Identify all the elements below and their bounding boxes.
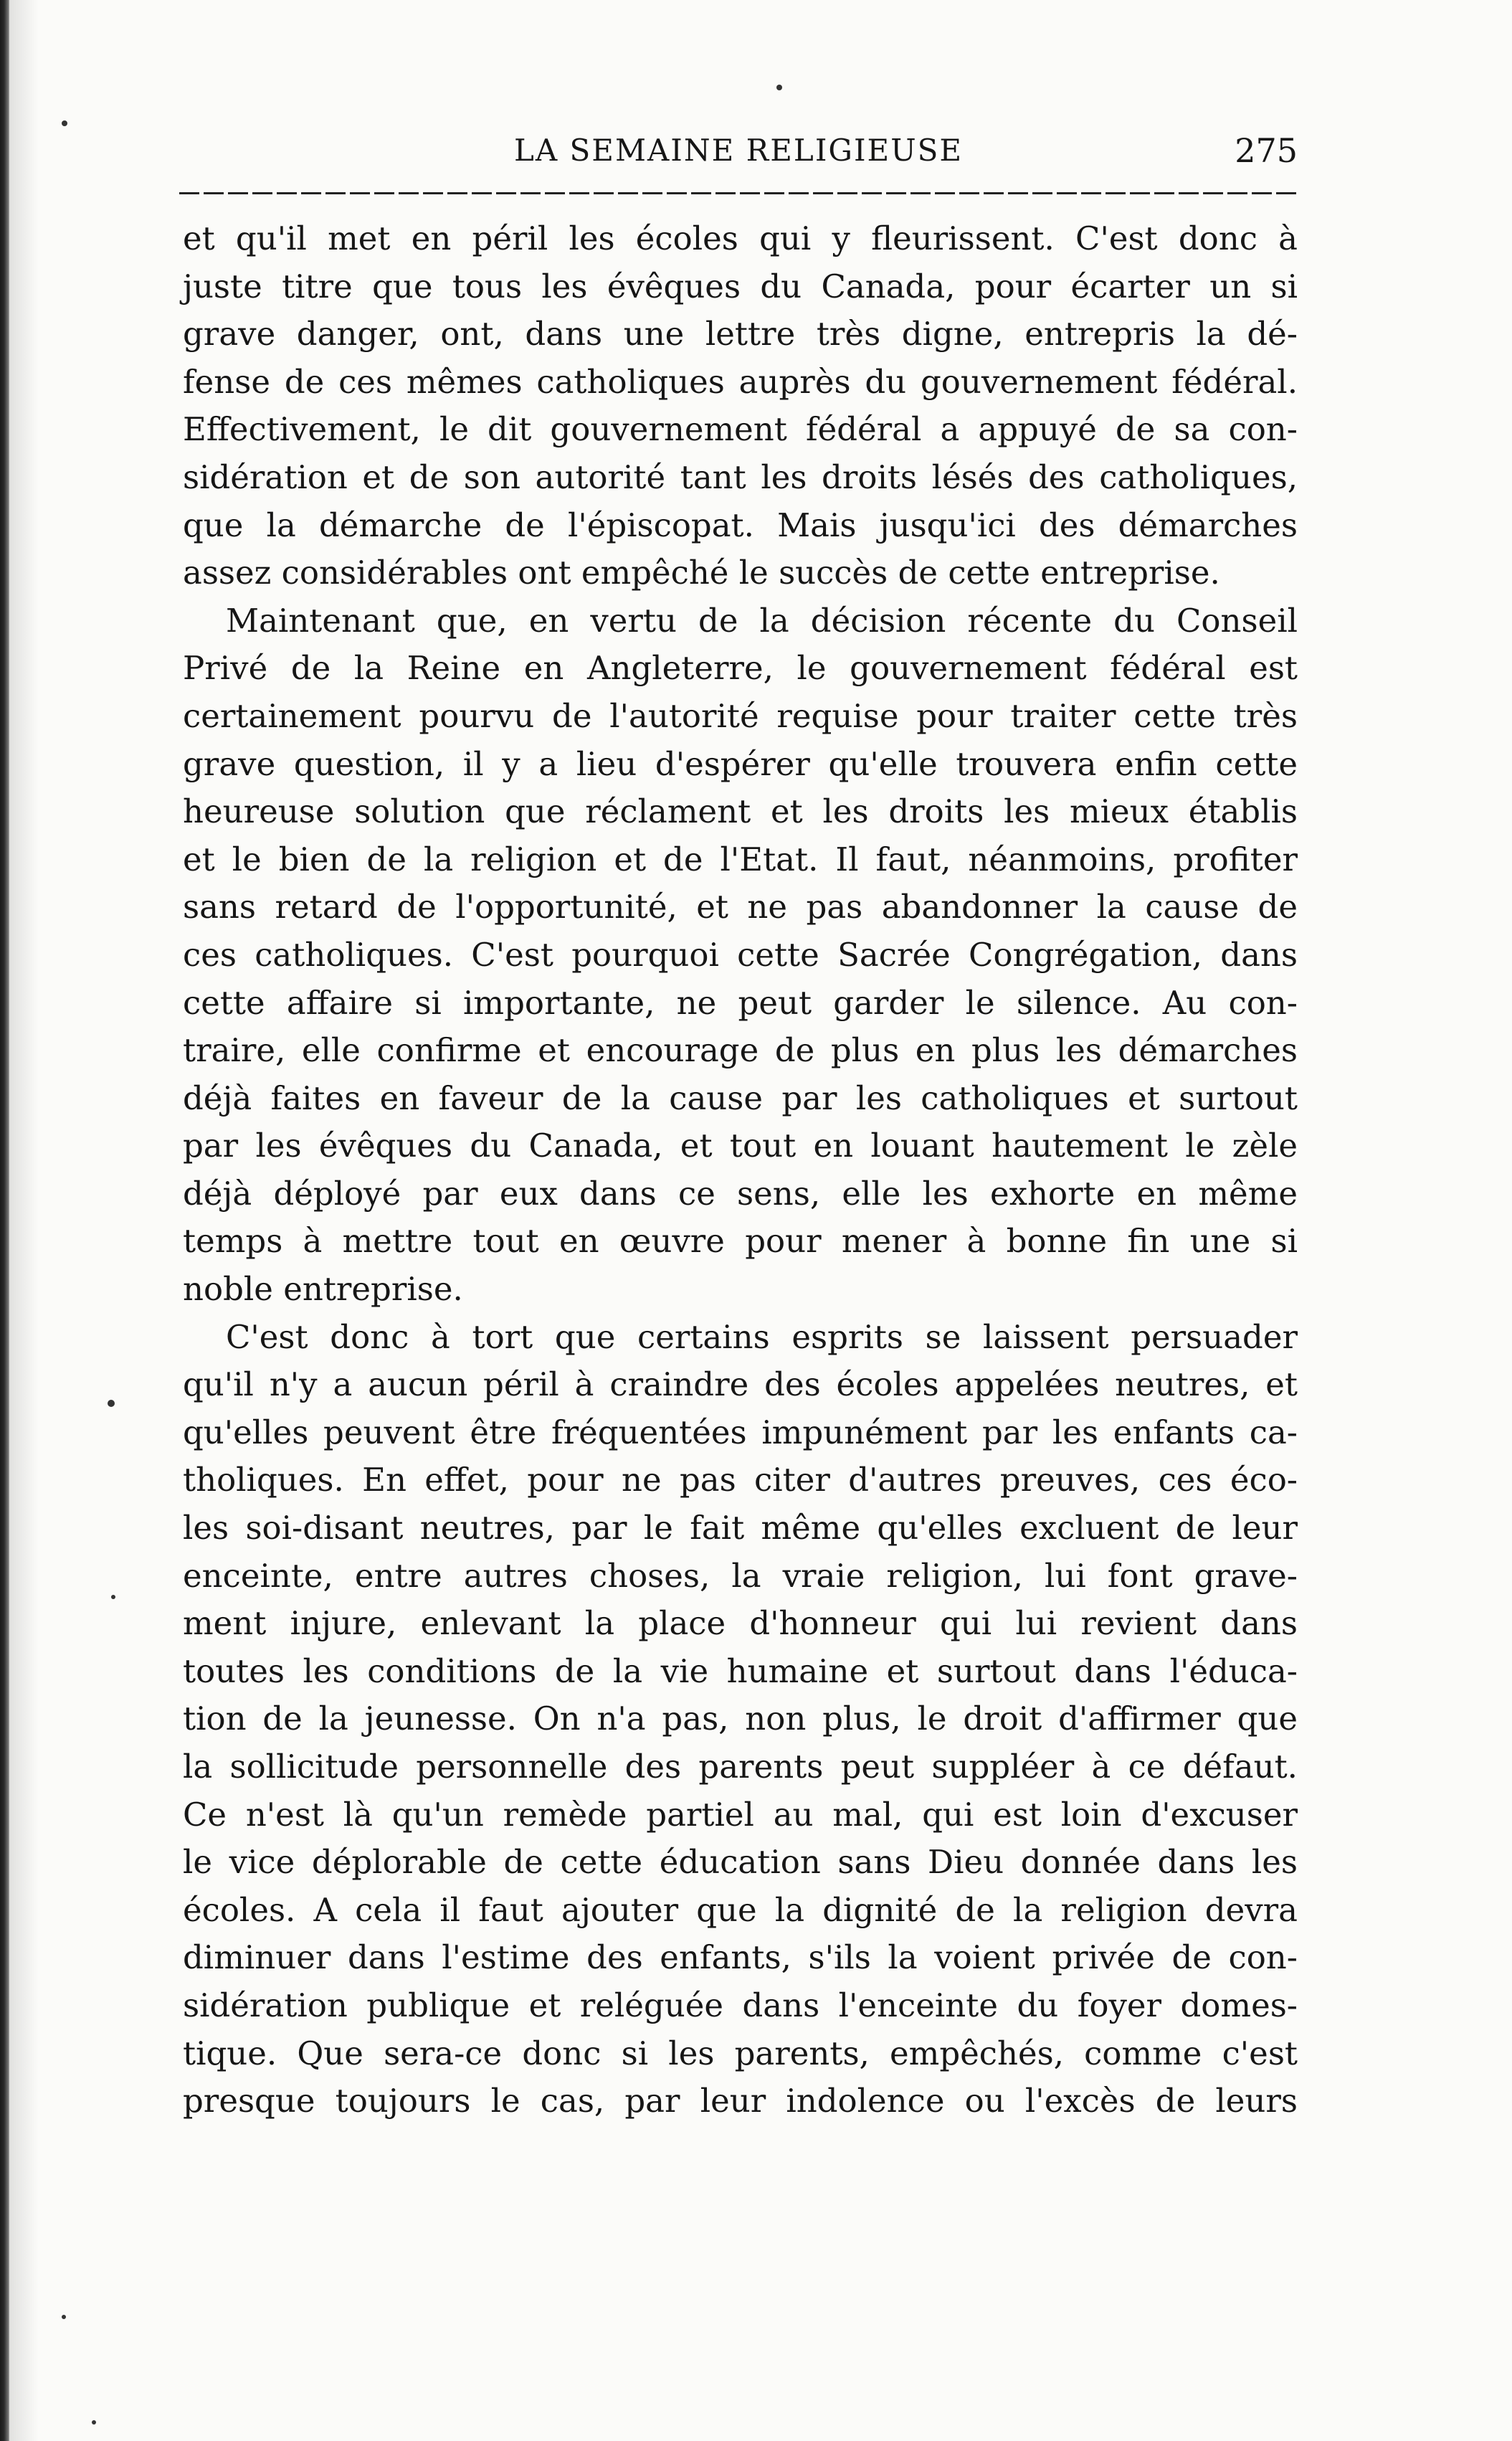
text-line: grave danger, ont, dans une lettre très digne, entrepris la dé- bbox=[183, 315, 1298, 354]
text-line: déjà faites en faveur de la cause par les catholiques et surtout bbox=[183, 1079, 1298, 1117]
text-line: écoles. A cela il faut ajouter que la dignité de la religion devra bbox=[183, 1890, 1298, 1929]
ink-speck bbox=[62, 120, 67, 126]
text-line: sidération et de son autorité tant les droits lésés des catholiques, bbox=[183, 458, 1298, 496]
ink-speck bbox=[776, 85, 782, 90]
header-rule bbox=[179, 192, 1298, 194]
text-line: juste titre que tous les évêques du Canada, pour écarter un si bbox=[183, 267, 1298, 305]
text-line: tique. Que sera-ce donc si les parents, empêchés, comme c'est bbox=[183, 2034, 1298, 2072]
text-line: Maintenant que, en vertu de la décision récente du Conseil bbox=[226, 601, 1298, 640]
page-binding-shadow bbox=[10, 0, 39, 2441]
text-line: fense de ces mêmes catholiques auprès du gouvernement fédéral. bbox=[183, 362, 1298, 401]
paragraph bbox=[183, 1314, 1298, 2125]
text-line: ment injure, enlevant la place d'honneur qui lui revient dans bbox=[183, 1604, 1298, 1643]
text-line: déjà déployé par eux dans ce sens, elle les exhorte en même bbox=[183, 1174, 1298, 1213]
text-line: ces catholiques. C'est pourquoi cette Sacrée Congrégation, dans bbox=[183, 935, 1298, 974]
text-line: toutes les conditions de la vie humaine et surtout dans l'éduca- bbox=[183, 1651, 1298, 1690]
text-line: et qu'il met en péril les écoles qui y fleurissent. C'est donc à bbox=[183, 219, 1298, 257]
paragraph bbox=[183, 215, 1298, 597]
text-line: diminuer dans l'estime des enfants, s'ils la voient privée de con- bbox=[183, 1938, 1298, 1977]
page-binding-edge bbox=[0, 0, 10, 2441]
text-line: Privé de la Reine en Angleterre, le gouvernement fédéral est bbox=[183, 649, 1298, 688]
ink-speck bbox=[108, 1400, 115, 1407]
text-line: tholiques. En effet, pour ne pas citer d'autres preuves, ces éco- bbox=[183, 1461, 1298, 1499]
text-line: presque toujours le cas, par leur indolence ou l'excès de leurs bbox=[183, 2082, 1298, 2120]
text-line: le vice déplorable de cette éducation sans Dieu donnée dans les bbox=[183, 1843, 1298, 1882]
text-line: traire, elle confirme et encourage de plus en plus les démarches bbox=[183, 1031, 1298, 1070]
text-line: sans retard de l'opportunité, et ne pas abandonner la cause de bbox=[183, 888, 1298, 926]
ink-speck bbox=[111, 1595, 115, 1599]
ink-speck bbox=[92, 2420, 96, 2425]
text-line: qu'il n'y a aucun péril à craindre des écoles appelées neutres, et bbox=[183, 1365, 1298, 1404]
text-line: les soi-disant neutres, par le fait même qu'elles excluent de leur bbox=[183, 1509, 1298, 1547]
body-text bbox=[183, 215, 1298, 2125]
text-line: cette affaire si importante, ne peut garder le silence. Au con- bbox=[183, 983, 1298, 1022]
text-line: temps à mettre tout en œuvre pour mener à bonne fin une si bbox=[183, 1222, 1298, 1261]
text-line: la sollicitude personnelle des parents peut suppléer à ce défaut. bbox=[183, 1748, 1298, 1786]
text-line: sidération publique et reléguée dans l'enceinte du foyer domes- bbox=[183, 1986, 1298, 2024]
text-line: tion de la jeunesse. On n'a pas, non plus, le droit d'affirmer que bbox=[183, 1700, 1298, 1738]
running-title: LA SEMAINE RELIGIEUSE bbox=[513, 133, 964, 168]
text-line: noble entreprise. bbox=[183, 1270, 463, 1309]
text-line: et le bien de la religion et de l'Etat. Il faut, néanmoins, profiter bbox=[183, 840, 1298, 878]
ink-speck bbox=[62, 2315, 66, 2319]
text-line: Ce n'est là qu'un remède partiel au mal, qui est loin d'excuser bbox=[183, 1795, 1298, 1834]
page-header bbox=[179, 129, 1298, 172]
text-line: heureuse solution que réclament et les droits les mieux établis bbox=[183, 792, 1298, 831]
text-line: assez considérables ont empêché le succès de cette entreprise. bbox=[183, 554, 1220, 592]
text-line: enceinte, entre autres choses, la vraie religion, lui font grave- bbox=[183, 1556, 1298, 1595]
text-line: C'est donc à tort que certains esprits se laissent persuader bbox=[226, 1317, 1298, 1356]
text-line: par les évêques du Canada, et tout en louant hautement le zèle bbox=[183, 1127, 1298, 1165]
text-line: grave question, il y a lieu d'espérer qu'elle trouvera enfin cette bbox=[183, 744, 1298, 783]
text-line: que la démarche de l'épiscopat. Mais jusqu'ici des démarches bbox=[183, 506, 1298, 544]
text-line: qu'elles peuvent être fréquentées impunément par les enfants ca- bbox=[183, 1413, 1298, 1451]
page-number: 275 bbox=[1235, 131, 1298, 170]
paragraph bbox=[183, 597, 1298, 1314]
text-line: certainement pourvu de l'autorité requise pour traiter cette très bbox=[183, 696, 1298, 735]
text-line: Effectivement, le dit gouvernement fédéral a appuyé de sa con- bbox=[183, 410, 1298, 449]
